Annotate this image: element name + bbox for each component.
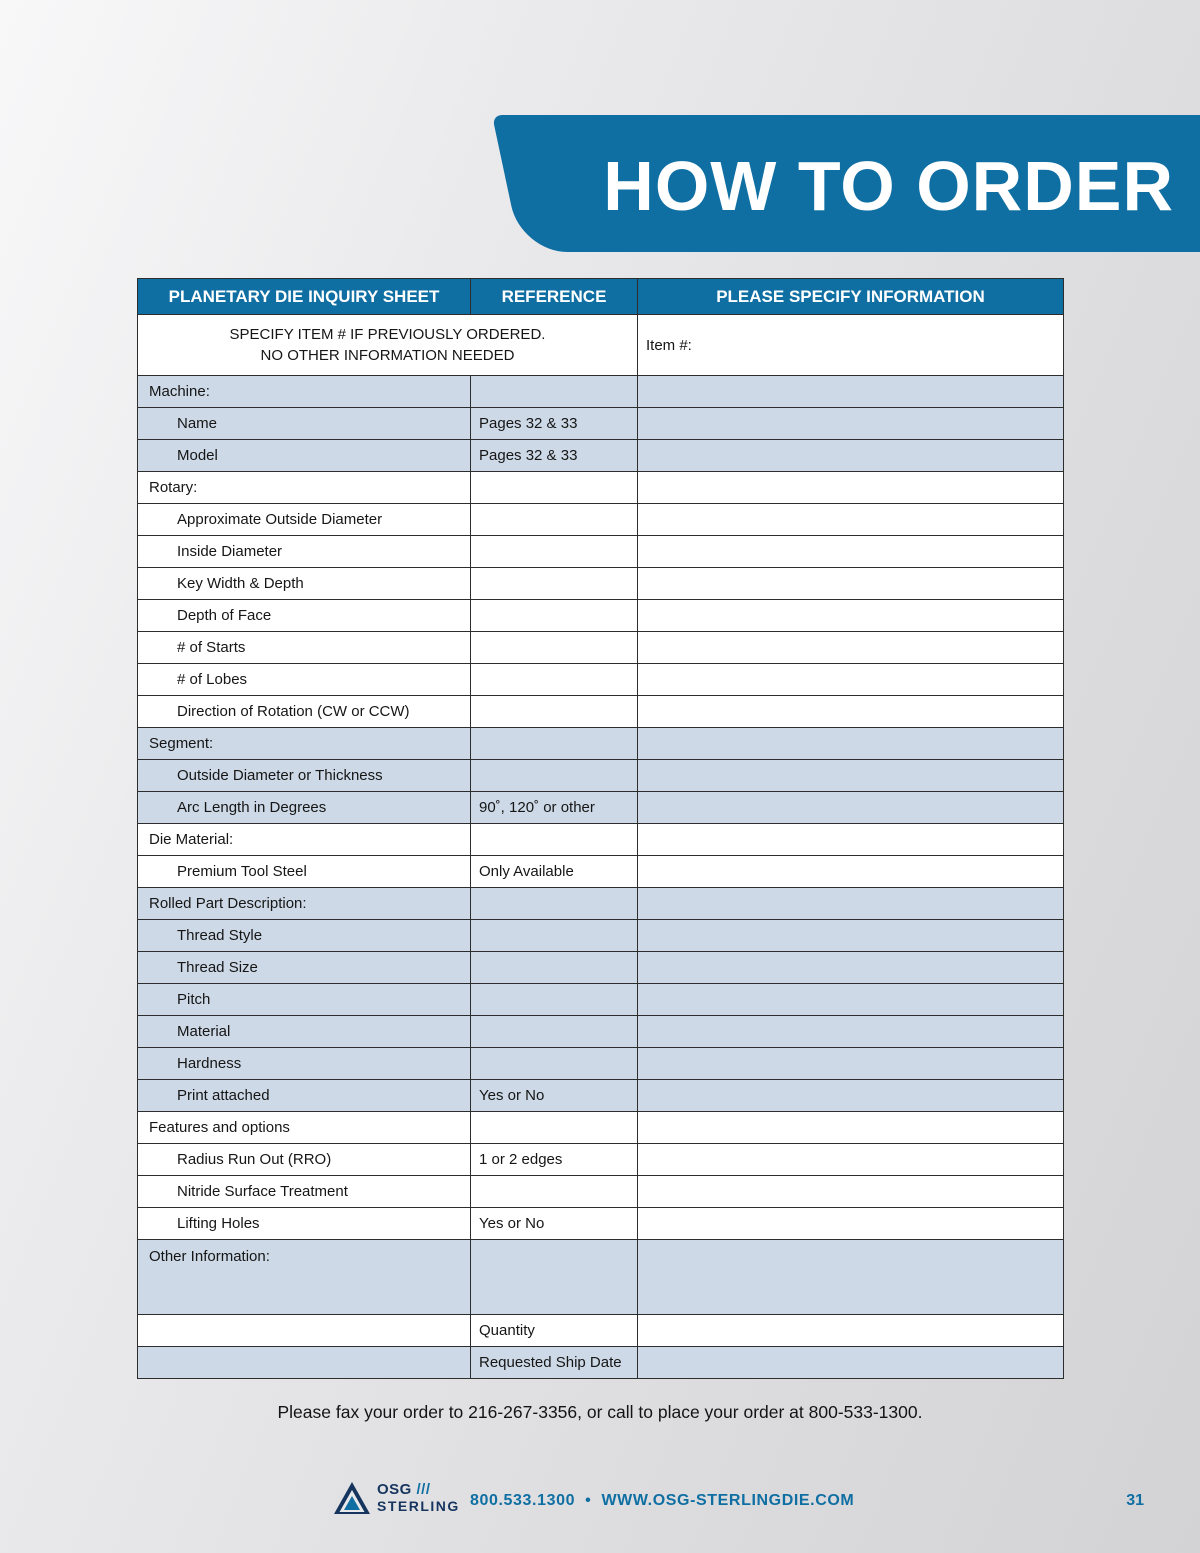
logo-text — [377, 1482, 460, 1514]
row-specify-field — [638, 696, 1064, 728]
spec-row — [138, 696, 1064, 728]
row-specify-field — [638, 1016, 1064, 1048]
row-specify-field — [638, 1176, 1064, 1208]
row-label — [138, 1315, 471, 1347]
footer-contact: 800.533.1300 • WWW.OSG-STERLINGDIE.COM — [470, 1492, 855, 1509]
row-specify-field — [638, 920, 1064, 952]
banner-title: HOW TO ORDER — [603, 147, 1174, 225]
row-label: Inside Diameter — [138, 536, 471, 568]
row-reference — [471, 728, 638, 760]
spec-row — [138, 632, 1064, 664]
row-reference — [471, 920, 638, 952]
row-specify-field — [638, 440, 1064, 472]
row-reference: Quantity — [471, 1315, 638, 1347]
fax-instruction: Please fax your order to 216-267-3356, or call to place your order at 800-533-1300. — [277, 1402, 923, 1422]
row-specify-field — [638, 760, 1064, 792]
row-specify-field — [638, 1347, 1064, 1379]
item-number-field: Item #: — [638, 315, 1064, 376]
column-header-inquiry-sheet: PLANETARY DIE INQUIRY SHEET — [138, 279, 471, 315]
table-header-row — [138, 279, 1064, 315]
inquiry-table-body — [138, 315, 1064, 1379]
row-specify-field — [638, 1240, 1064, 1315]
spec-row — [138, 408, 1064, 440]
row-reference — [471, 1240, 638, 1315]
row-label: Rotary: — [138, 472, 471, 504]
column-header-specify-information: PLEASE SPECIFY INFORMATION — [638, 279, 1064, 315]
row-specify-field — [638, 600, 1064, 632]
row-reference — [471, 600, 638, 632]
row-reference — [471, 1176, 638, 1208]
row-specify-field — [638, 568, 1064, 600]
row-reference — [471, 504, 638, 536]
planetary-die-inquiry-table — [137, 278, 1064, 1379]
row-reference — [471, 984, 638, 1016]
row-reference — [471, 888, 638, 920]
row-specify-field — [638, 504, 1064, 536]
spec-row — [138, 856, 1064, 888]
row-specify-field — [638, 1144, 1064, 1176]
section-row — [138, 472, 1064, 504]
row-label: Thread Style — [138, 920, 471, 952]
item-row-note — [138, 315, 638, 376]
row-label: Thread Size — [138, 952, 471, 984]
row-label: Material — [138, 1016, 471, 1048]
row-label: Pitch — [138, 984, 471, 1016]
row-reference: Pages 32 & 33 — [471, 408, 638, 440]
row-label: # of Starts — [138, 632, 471, 664]
spec-row — [138, 920, 1064, 952]
row-specify-field — [638, 536, 1064, 568]
column-header-reference: REFERENCE — [471, 279, 638, 315]
row-reference — [471, 696, 638, 728]
section-row — [138, 1315, 1064, 1347]
row-reference: 90˚, 120˚ or other — [471, 792, 638, 824]
spec-row — [138, 984, 1064, 1016]
spec-row — [138, 1080, 1064, 1112]
row-specify-field — [638, 1048, 1064, 1080]
row-specify-field — [638, 792, 1064, 824]
row-reference — [471, 536, 638, 568]
row-reference — [471, 568, 638, 600]
row-specify-field — [638, 1208, 1064, 1240]
section-row — [138, 824, 1064, 856]
row-reference — [471, 376, 638, 408]
row-label: Die Material: — [138, 824, 471, 856]
spec-row — [138, 1016, 1064, 1048]
row-label: Radius Run Out (RRO) — [138, 1144, 471, 1176]
row-reference — [471, 1112, 638, 1144]
row-specify-field — [638, 664, 1064, 696]
row-reference: Only Available — [471, 856, 638, 888]
row-label: Direction of Rotation (CW or CCW) — [138, 696, 471, 728]
row-label: Lifting Holes — [138, 1208, 471, 1240]
row-reference: Requested Ship Date — [471, 1347, 638, 1379]
footer-bar — [0, 1478, 1200, 1528]
row-label: Segment: — [138, 728, 471, 760]
spec-row — [138, 664, 1064, 696]
row-specify-field — [638, 888, 1064, 920]
row-specify-field — [638, 632, 1064, 664]
row-label: Features and options — [138, 1112, 471, 1144]
row-reference — [471, 472, 638, 504]
row-label: Rolled Part Description: — [138, 888, 471, 920]
row-label: Premium Tool Steel — [138, 856, 471, 888]
row-label: Machine: — [138, 376, 471, 408]
row-label: Other Information: — [138, 1240, 471, 1315]
spec-row — [138, 1176, 1064, 1208]
row-label: Model — [138, 440, 471, 472]
row-reference — [471, 632, 638, 664]
section-row — [138, 728, 1064, 760]
row-reference: Yes or No — [471, 1080, 638, 1112]
row-label: Hardness — [138, 1048, 471, 1080]
row-reference — [471, 1016, 638, 1048]
row-label — [138, 1347, 471, 1379]
spec-row — [138, 1048, 1064, 1080]
row-specify-field — [638, 408, 1064, 440]
row-specify-field — [638, 728, 1064, 760]
row-specify-field — [638, 856, 1064, 888]
item-row-note-line1: SPECIFY ITEM # IF PREVIOUSLY ORDERED. — [229, 326, 546, 343]
page-number: 31 — [1126, 1492, 1144, 1509]
row-specify-field — [638, 1315, 1064, 1347]
spec-row — [138, 536, 1064, 568]
spec-row — [138, 568, 1064, 600]
row-label: Key Width & Depth — [138, 568, 471, 600]
spec-row — [138, 1144, 1064, 1176]
row-reference — [471, 952, 638, 984]
row-specify-field — [638, 984, 1064, 1016]
logo-osg-label: OSG /// — [377, 1481, 431, 1499]
row-label: Print attached — [138, 1080, 471, 1112]
spec-row — [138, 440, 1064, 472]
row-specify-field — [638, 376, 1064, 408]
osg-sterling-logo — [332, 1480, 460, 1516]
row-label: Arc Length in Degrees — [138, 792, 471, 824]
row-label: Nitride Surface Treatment — [138, 1176, 471, 1208]
row-label: # of Lobes — [138, 664, 471, 696]
row-label: Depth of Face — [138, 600, 471, 632]
row-reference: 1 or 2 edges — [471, 1144, 638, 1176]
row-reference — [471, 760, 638, 792]
spec-row — [138, 760, 1064, 792]
row-label: Outside Diameter or Thickness — [138, 760, 471, 792]
row-reference — [471, 824, 638, 856]
spec-row — [138, 600, 1064, 632]
row-specify-field — [638, 1080, 1064, 1112]
row-reference — [471, 664, 638, 696]
item-number-row — [138, 315, 1064, 376]
row-label: Name — [138, 408, 471, 440]
section-row — [138, 1347, 1064, 1379]
row-reference — [471, 1048, 638, 1080]
spec-row — [138, 1208, 1064, 1240]
section-row — [138, 888, 1064, 920]
spec-row — [138, 792, 1064, 824]
row-specify-field — [638, 1112, 1064, 1144]
section-row — [138, 376, 1064, 408]
item-row-note-line2: NO OTHER INFORMATION NEEDED — [260, 347, 515, 364]
spec-row — [138, 504, 1064, 536]
row-specify-field — [638, 472, 1064, 504]
spec-row — [138, 952, 1064, 984]
row-specify-field — [638, 824, 1064, 856]
section-row — [138, 1112, 1064, 1144]
section-row — [138, 1240, 1064, 1315]
row-reference: Pages 32 & 33 — [471, 440, 638, 472]
row-reference: Yes or No — [471, 1208, 638, 1240]
row-label: Approximate Outside Diameter — [138, 504, 471, 536]
logo-sterling-label: STERLING — [377, 1497, 460, 1514]
logo-slashes: /// — [416, 1481, 431, 1499]
row-specify-field — [638, 952, 1064, 984]
osg-triangle-logo-icon — [332, 1480, 372, 1516]
